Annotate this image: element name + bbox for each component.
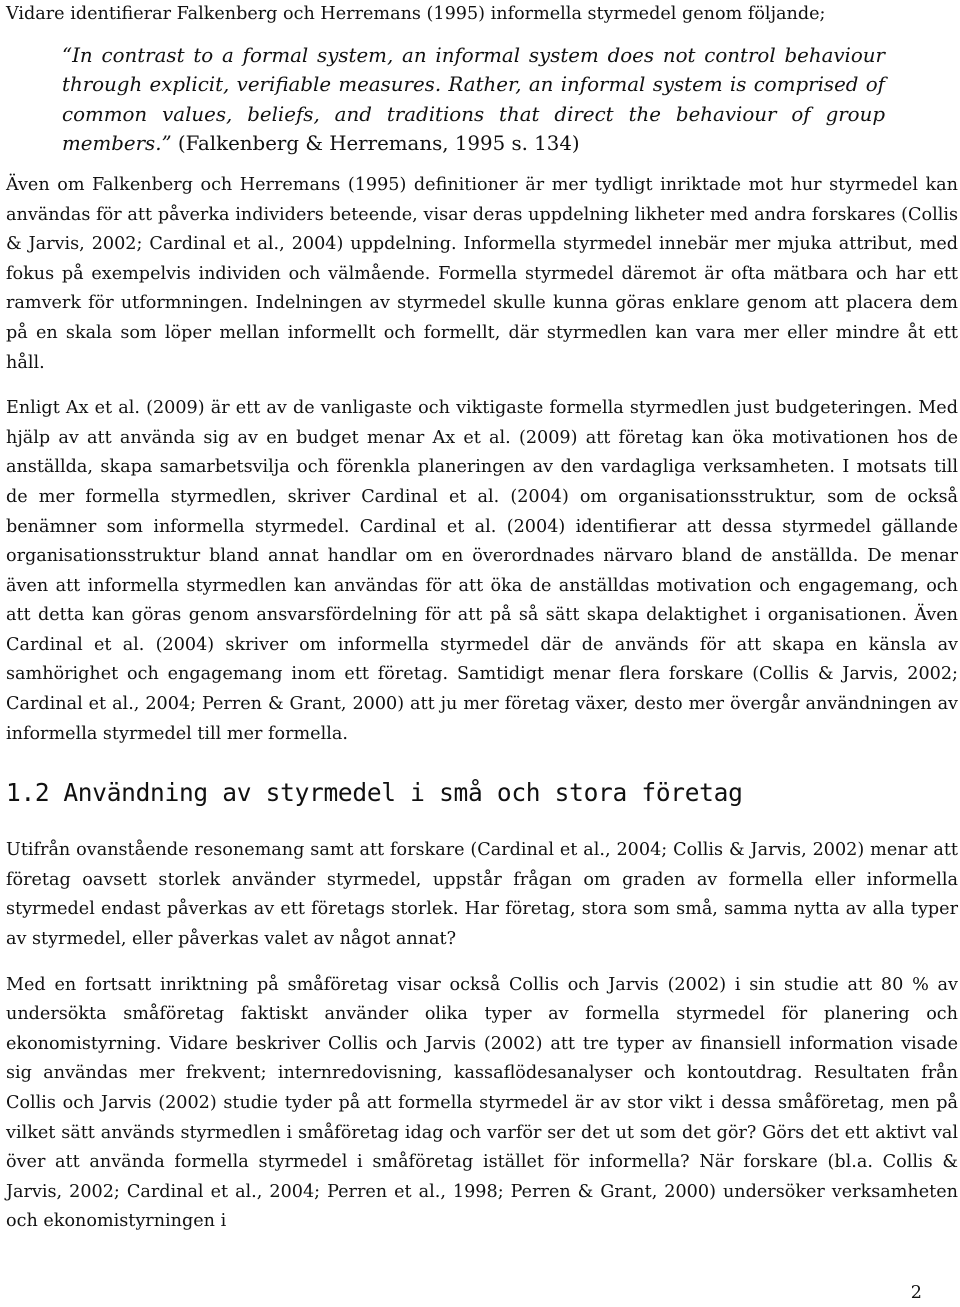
body-paragraph: Även om Falkenberg och Herremans (1995) definitioner är mer tydligt inriktade mot hur styrmedel kan användas för att påverka individers beteende, visar deras uppdelning likheter med andra forskares (Collis & Jarvis, 2002; Cardinal et al., 2004) uppdelning. Informella styrmedel innebär mer mjuka attribut, med fokus på exempelvis individen och välmående. Formella styrmedel däremot är ofta mätbara och har ett ramverk för utformningen. Indelningen av styrmedel skulle kunna göras enklare genom att placera dem på en skala som löper mellan informellt och formellt, där styrmedlen kan vara mer eller mindre åt ett håll. (6, 174, 958, 373)
body-paragraph: Med en fortsatt inriktning på småföretag visar också Collis och Jarvis (2002) i sin studie att 80 % av undersökta småföretag faktiskt använder olika typer av formella styrmedel för planering och ekonomistyrning. Vidare beskriver Collis och Jarvis (2002) att tre typer av finansiell information visade sig användas mer frekvent; internredovisning, kassaflödesanalyser och kontoutdrag. Resultaten från Collis och Jarvis (2002) studie tyder på att formella styrmedel är av stor vikt i dessa småföretag, men på vilket sätt används styrmedlen i småföretag idag och varför ser det ut som det gör? Görs det ett aktivt val över att använda formella styrmedel i småföretag istället för informella? När forskare (bl.a. Collis & Jarvis, 2002; Cardinal et al., 2004; Perren et al., 1998; Perren & Grant, 2000) undersöker verksamheten och ekonomistyrningen i (6, 974, 958, 1232)
document-page (6, 0, 958, 1237)
body-paragraph: Enligt Ax et al. (2009) är ett av de vanligaste och viktigaste formella styrmedlen just budgeteringen. Med hjälp av att använda sig av en budget menar Ax et al. (2009) att företag kan öka motivationen hos de anställda, skapa samarbetsvilja och förenkla planeringen av den vardagliga verksamheten. I motsats till de mer formella styrmedlen, skriver Cardinal et al. (2004) om organisationsstruktur, som de också benämner som informella styrmedel. Cardinal et al. (2004) identifierar att dessa styrmedel gällande organisationsstruktur bland annat handlar om en överordnades närvaro bland de anställda. De menar även att informella styrmedlen kan användas för att öka de anställdas motivation och engagemang, och att detta kan göras genom ansvarsfördelning för att på så sätt skapa delaktighet i organisationen. Även Cardinal et al. (2004) skriver om informella styrmedel där de används för att skapa en känsla av samhörighet och engagemang inom ett företag. Samtidigt menar flera forskare (Collis & Jarvis, 2002; Cardinal et al., 2004; Perren & Grant, 2000) att ju mer företag växer, desto mer övergår användningen av informella styrmedel till mer formella. (6, 398, 958, 744)
quote-citation: (Falkenberg & Herremans, 1995 s. 134) (171, 132, 580, 156)
section-number: 1.2 (6, 778, 50, 808)
page-number: 2 (910, 1283, 922, 1303)
quote-text: “In contrast to a formal system, an informal system does not control behaviour through explicit, verifiable measures. Rather, an informal system is comprised of common values, beliefs, and traditions that direct the behaviour of group members.” (62, 43, 885, 156)
body-paragraph: Utifrån ovanstående resonemang samt att forskare (Cardinal et al., 2004; Collis & Jarvis, 2002) menar att företag oavsett storlek använder styrmedel, uppstår frågan om graden av formella eller informella styrmedel endast påverkas av ett företags storlek. Har företag, stora som små, samma nytta av alla typer av styrmedel, eller påverkas valet av något annat? (6, 840, 958, 950)
section-title: Användning av styrmedel i små och stora företag (63, 778, 743, 808)
block-quote (62, 41, 885, 159)
intro-paragraph: Vidare identifierar Falkenberg och Herremans (1995) informella styrmedel genom följande; (6, 4, 826, 24)
section-heading (6, 777, 958, 809)
